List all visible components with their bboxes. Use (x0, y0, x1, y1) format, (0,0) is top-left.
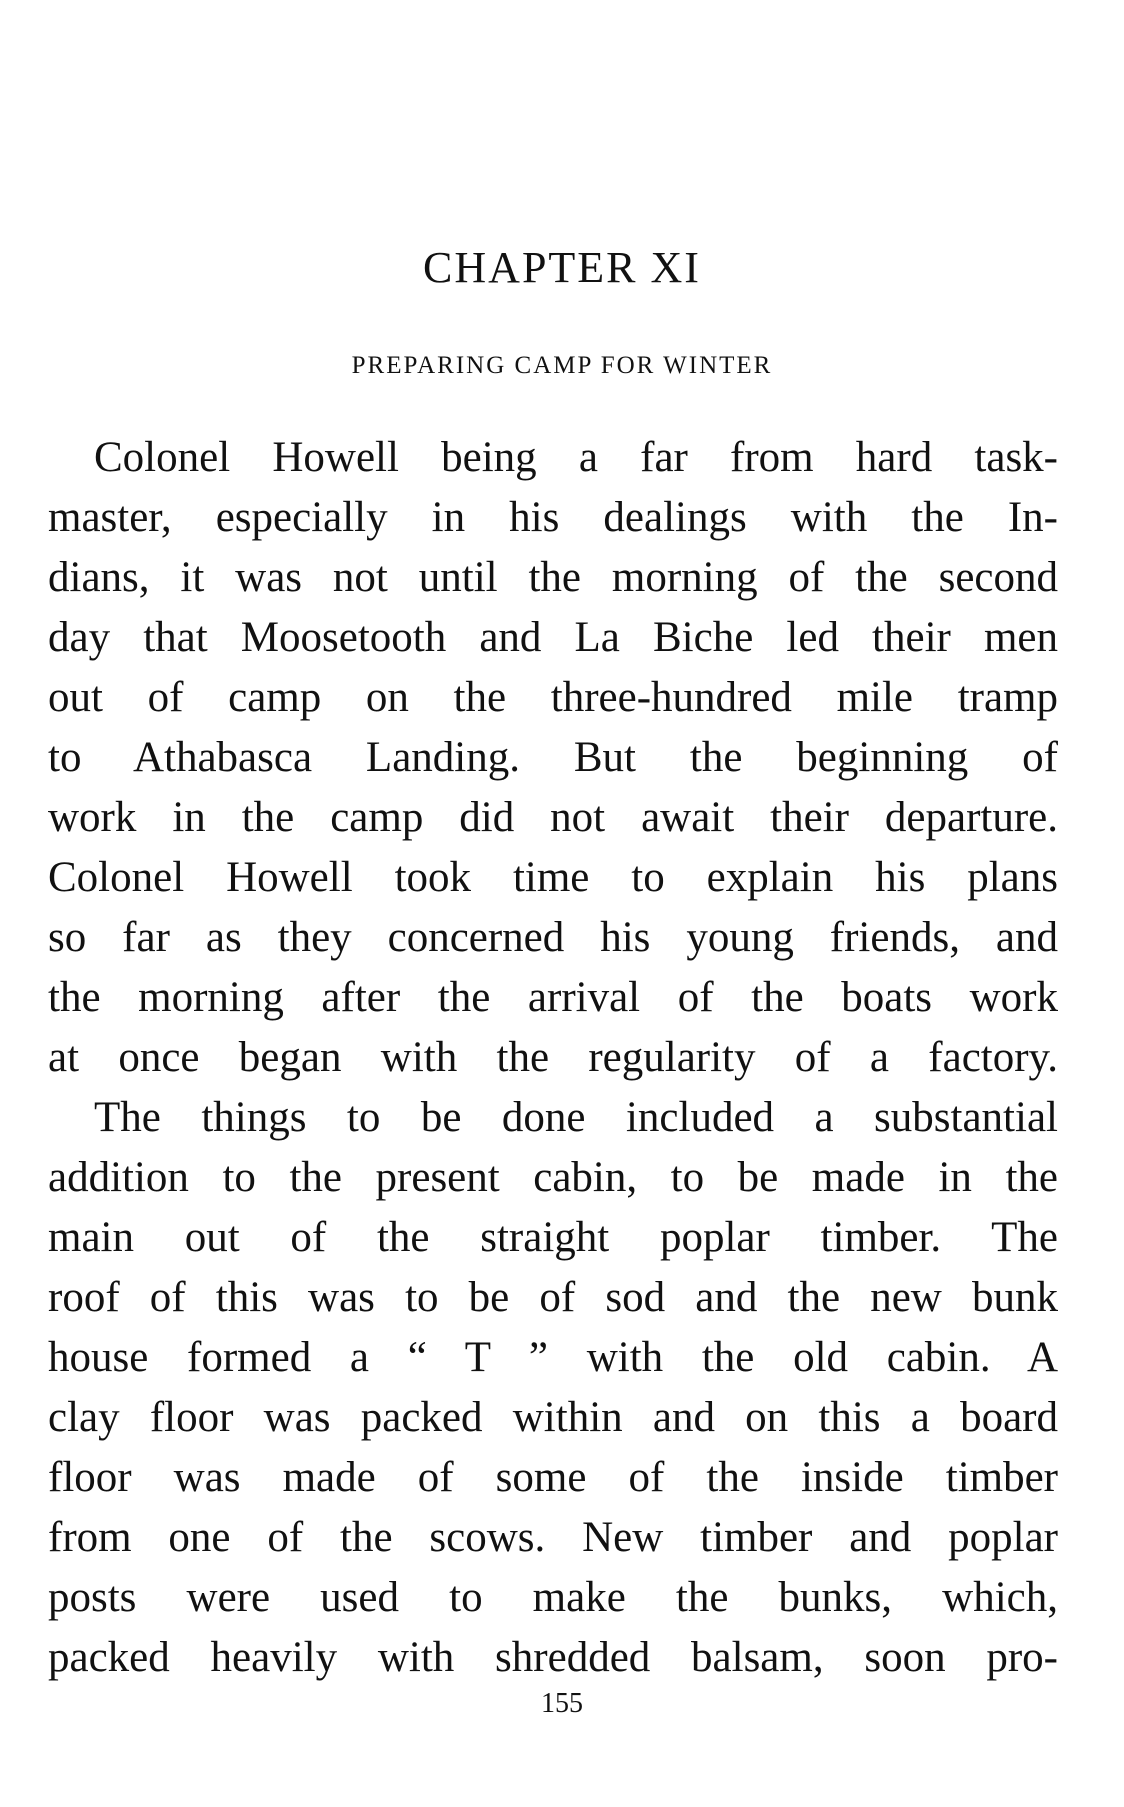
text-line: floor was made of some of the inside timber (48, 1454, 1058, 1501)
text-line: day that Moosetooth and La Biche led their men (48, 614, 1058, 661)
text-line: posts were used to make the bunks, which, (48, 1574, 1058, 1621)
text-line: at once began with the regularity of a factory. (48, 1034, 1058, 1081)
chapter-title: CHAPTER XI (423, 243, 701, 292)
text-line: clay floor was packed within and on this a board (48, 1394, 1058, 1441)
text-line: house formed a “ T ” with the old cabin. A (48, 1334, 1058, 1381)
text-line: from one of the scows. New timber and poplar (48, 1514, 1058, 1561)
text-line: work in the camp did not await their departure. (48, 794, 1058, 841)
text-line: so far as they concerned his young friends, and (48, 914, 1058, 961)
text-line: out of camp on the three-hundred mile tramp (48, 674, 1058, 721)
text-line: roof of this was to be of sod and the new bunk (48, 1274, 1058, 1321)
text-line: the morning after the arrival of the boats work (48, 974, 1058, 1021)
body-text (48, 428, 1058, 1688)
text-line: main out of the straight poplar timber. The (48, 1214, 1058, 1261)
text-line: packed heavily with shredded balsam, soon pro- (48, 1634, 1058, 1681)
text-line: addition to the present cabin, to be made in the (48, 1154, 1058, 1201)
chapter-subtitle: PREPARING CAMP FOR WINTER (351, 352, 773, 379)
text-line: to Athabasca Landing. But the beginning of (48, 734, 1058, 781)
text-line: master, especially in his dealings with the In- (48, 494, 1058, 541)
text-line: dians, it was not until the morning of the second (48, 554, 1058, 601)
page-number: 155 (541, 1688, 583, 1719)
text-line: The things to be done included a substantial (94, 1094, 1058, 1141)
text-line: Colonel Howell took time to explain his plans (48, 854, 1058, 901)
text-line: Colonel Howell being a far from hard task- (94, 434, 1058, 481)
